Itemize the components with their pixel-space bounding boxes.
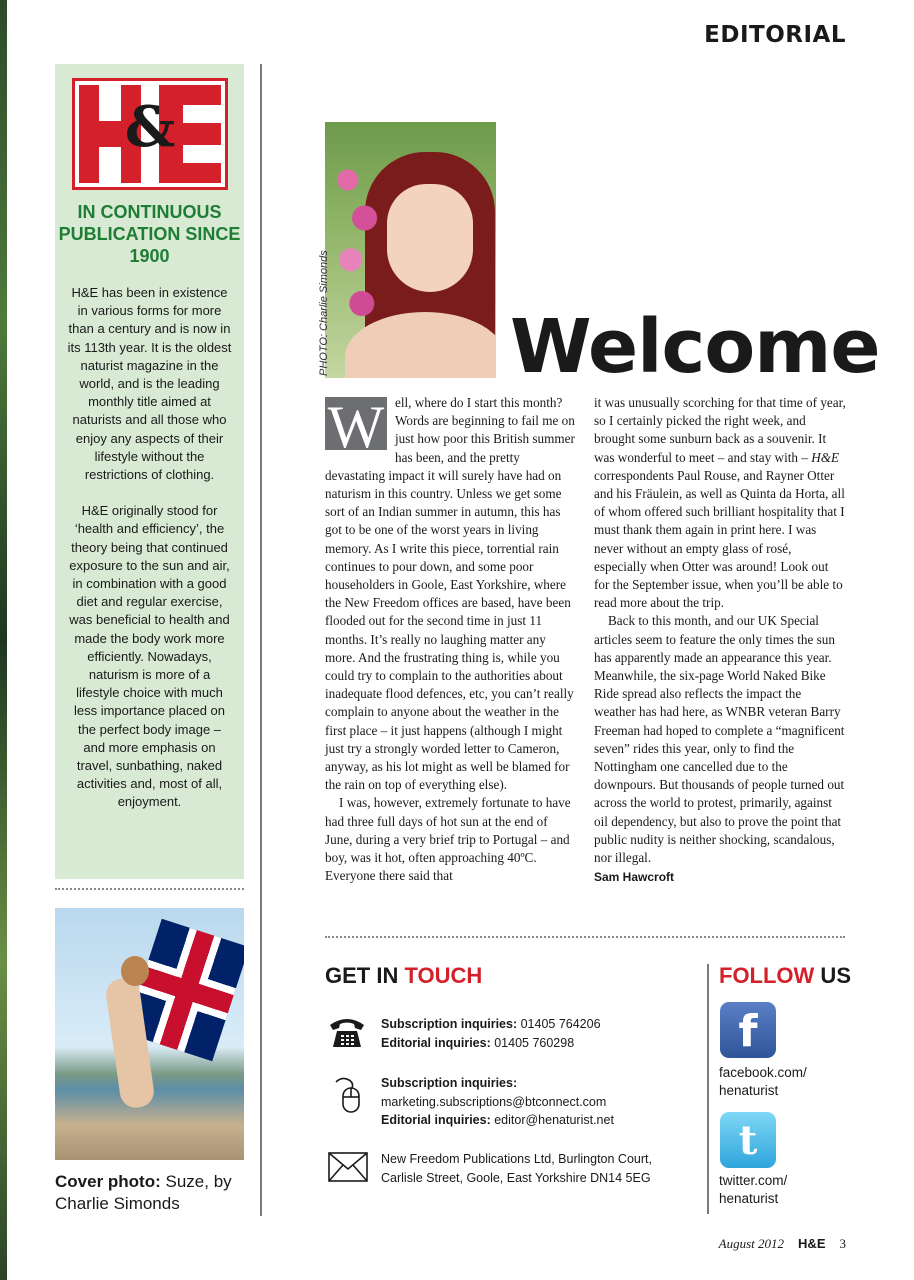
editorial-email[interactable]: editor@henaturist.net: [490, 1113, 614, 1127]
article-column-1: [325, 394, 577, 885]
editor-portrait: [325, 122, 496, 378]
sidebar-paragraph: H&E originally stood for ‘health and efficiency’, the theory being that continued exposure to the sun and air, in combination with a good diet and regular exercise, was beneficial to health and made the body work more efficiently. Nowadays, naturism is more of a lifestyle choice with much less importance placed on the perfect body image – and more emphasis on travel, sunbathing, naked activities and, most of all, enjoyment.: [69, 503, 230, 810]
follow-us-heading: FOLLOW US: [719, 963, 851, 988]
telephone-icon: [328, 1015, 366, 1049]
page-folio: [719, 1236, 846, 1252]
editorial-phone: 01405 760298: [490, 1035, 575, 1050]
headline: Welcome: [510, 304, 880, 390]
get-in-touch-heading: GET IN TOUCH: [325, 963, 483, 988]
facebook-icon[interactable]: f: [720, 1002, 776, 1058]
author-signoff: Sam Hawcroft: [594, 870, 675, 885]
article-paragraph: I was, however, extremely fortunate to have had three full days of hot sun at the end of June, during a very brief trip to Portugal – and boy, was it hot, often approaching 40ºC. Everyone there said that: [325, 795, 571, 884]
email-contacts: Subscription inquiries: marketing.subscriptions@btconnect.com Editorial inquiries: editor@henaturist.net: [381, 1076, 614, 1127]
sidebar-paragraph: H&E has been in existence in various forms for more than a century and is now in its 113th year. It is the oldest naturist magazine in the world, and is the leading monthly title aimed at naturists and all those who enjoy any aspects of their lifestyle without the restrictions of clothing.: [67, 285, 232, 483]
dropcap: W: [325, 397, 387, 450]
page-edge-decoration: [0, 0, 7, 1280]
facebook-link[interactable]: facebook.com/ henaturist: [719, 1065, 807, 1098]
photo-credit: PHOTO: Charlie Simonds: [318, 250, 330, 376]
cover-caption-label: Cover photo:: [55, 1172, 161, 1191]
sidebar-body: [67, 284, 232, 812]
postal-address: New Freedom Publications Ltd, Burlington Court, Carlisle Street, Goole, East Yorkshire DN14 5EG: [381, 1152, 652, 1185]
dotted-divider: [55, 888, 244, 890]
subscription-email[interactable]: marketing.subscriptions@btconnect.com: [381, 1094, 607, 1109]
article-paragraph: Back to this month, and our UK Special articles seem to feature the only times the sun has apparently made an appearance this year. Meanwhile, the six-page World Naked Bike Ride spread also reflects the impact the weather has had here, as WNBR veteran Barry Freeman had hoped to complete a “magnificent seven” rides this year, only to find the Nottingham one cancelled due to the downpours. But thousands of people turned out across the world to protest, primarily, against oil dependency, but also to prove the point that public nudity is neither shocking, scandalous, nor illegal.: [594, 613, 845, 866]
subscription-phone: 01405 764206: [517, 1017, 601, 1031]
issue-date: August 2012: [718, 1236, 785, 1251]
folio-brand: H&E: [798, 1236, 826, 1251]
article-column-2: [594, 394, 846, 884]
column-rule: [260, 64, 262, 1216]
cover-caption-text: Suze, by Charlie Simonds: [55, 1172, 232, 1213]
mouse-icon: [334, 1076, 364, 1114]
page-number: 3: [839, 1236, 846, 1251]
article-paragraph: it was unusually scorching for that time of year, so I certainly picked the right week, and brought some sunburn back as a souvenir. It was wonderful to meet – and stay with – H&E correspondents Paul Rouse, and Rayner Otter and his Fräulein, as well as Quinta da Horta, all of whom offered such brilliant hospitality that I must thank them again in print here. I was never without an empty glass of rosé, especially when Otter was around! Look out for the September issue, when you’ll be able to read more about the trip.: [594, 395, 846, 611]
cover-photo: [55, 908, 244, 1160]
column-rule: [707, 964, 709, 1214]
sidebar-heading: IN CONTINUOUS PUBLICATION SINCE 1900: [58, 202, 241, 266]
article-paragraph: W ell, where do I start this month? Words are beginning to fail me on just how poor this British summer has been, and the pretty devastating impact it will surely have had on naturism in this country. Unless we get some sort of an Indian summer in autumn, this has got to be one of the worst years in living memory. As I write this piece, torrential rain continues to pour down, and some poor householders in Goole, East Yorkshire, where the New Freedom offices are based, have been flooded out for the second time in just 11 months. It’s really no laughing matter any more. And the frustrating thing is, while you could try to complain to the authorities about inadequate flood defences, etc, you can’t really complain to anyone about the weather in the first place – it just happens (although I might just try a strongly worded letter to Cameron, anyway, as his lot might as well be blamed for the rain on top of everything else).: [325, 394, 575, 793]
he-logo: &: [72, 78, 228, 190]
twitter-icon[interactable]: t: [720, 1112, 776, 1168]
dotted-divider: [325, 936, 845, 938]
twitter-link[interactable]: twitter.com/ henaturist: [719, 1173, 788, 1206]
phone-contacts: Subscription inquiries: 01405 764206 Editorial inquiries: 01405 760298: [381, 1017, 601, 1050]
cover-caption: [55, 1171, 255, 1215]
sidebar-panel: [55, 64, 244, 879]
section-label: EDITORIAL: [704, 22, 846, 48]
envelope-icon: [328, 1152, 368, 1182]
